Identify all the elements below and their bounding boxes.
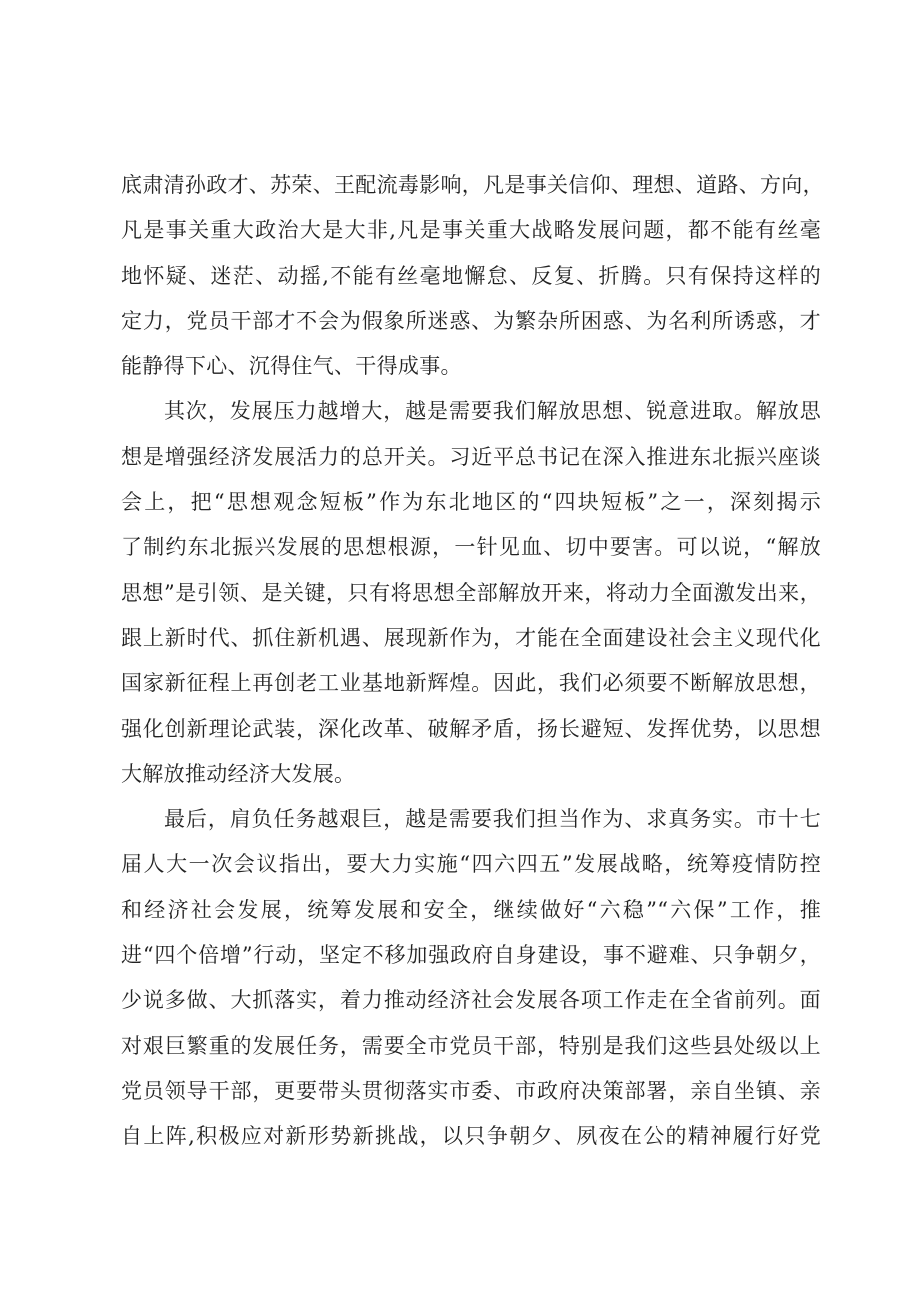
text-line: 想是增强经济发展活力的总开关。习近平总书记在深入推进东北振兴座谈 (121, 444, 821, 469)
text-line: 底肃清孙政才、苏荣、王配流毒影响，凡是事关信仰、理想、道路、方向， (121, 173, 824, 197)
text-line: 能静得下心、沉得住气、干得成事。 (121, 354, 462, 379)
text-line: 强化创新理论武装，深化改革、破解矛盾，扬长避短、发挥优势，以思想 (121, 716, 821, 741)
text-line: 了制约东北振兴发展的思想根源，一针见血、切中要害。可以说，“解放 (121, 535, 821, 560)
text-line: 国家新征程上再创老工业基地新辉煌。因此，我们必须要不断解放思想， (121, 671, 821, 696)
text-line: 进“四个倍增”行动，坚定不移加强政府自身建设，事不避难、只争朝夕， (121, 943, 821, 968)
text-line: 思想”是引领、是关键，只有将思想全部解放开来，将动力全面激发出来， (121, 580, 821, 605)
text-line: 凡是事关重大政治大是大非,凡是事关重大战略发展问题，都不能有丝毫 (121, 218, 821, 243)
text-line: 届人大一次会议指出，要大力实施“四六四五”发展战略，统筹疫情防控 (121, 852, 821, 877)
body-text (121, 163, 824, 1160)
text-line: 跟上新时代、抓住新机遇、展现新作为，才能在全面建设社会主义现代化 (121, 625, 821, 650)
text-line: 少说多做、大抓落实，着力推动经济社会发展各项工作走在全省前列。面 (121, 988, 821, 1013)
paragraph-first-line: 最后，肩负任务越艰巨，越是需要我们担当作为、求真务实。市十七 (164, 807, 821, 832)
text-line: 对艰巨繁重的发展任务，需要全市党员干部，特别是我们这些县处级以上 (121, 1033, 821, 1058)
text-line: 大解放推动经济大发展。 (121, 761, 356, 786)
text-line: 会上，把“思想观念短板”作为东北地区的“四块短板”之一，深刻揭示 (121, 490, 821, 515)
text-line: 党员领导干部，更要带头贯彻落实市委、市政府决策部署，亲自坐镇、亲 (121, 1078, 821, 1103)
text-line: 和经济社会发展，统筹发展和安全，继续做好“六稳”“六保”工作，推 (121, 897, 821, 922)
text-line: 定力，党员干部才不会为假象所迷惑、为繁杂所困惑、为名利所诱惑，才 (121, 308, 821, 333)
text-line: 地怀疑、迷茫、动摇,不能有丝毫地懈怠、反复、折腾。只有保持这样的 (121, 263, 821, 288)
text-line: 自上阵,积极应对新形势新挑战，以只争朝夕、夙夜在公的精神履行好党 (121, 1124, 821, 1149)
paragraph-first-line: 其次，发展压力越增大，越是需要我们解放思想、锐意进取。解放思 (164, 399, 821, 424)
